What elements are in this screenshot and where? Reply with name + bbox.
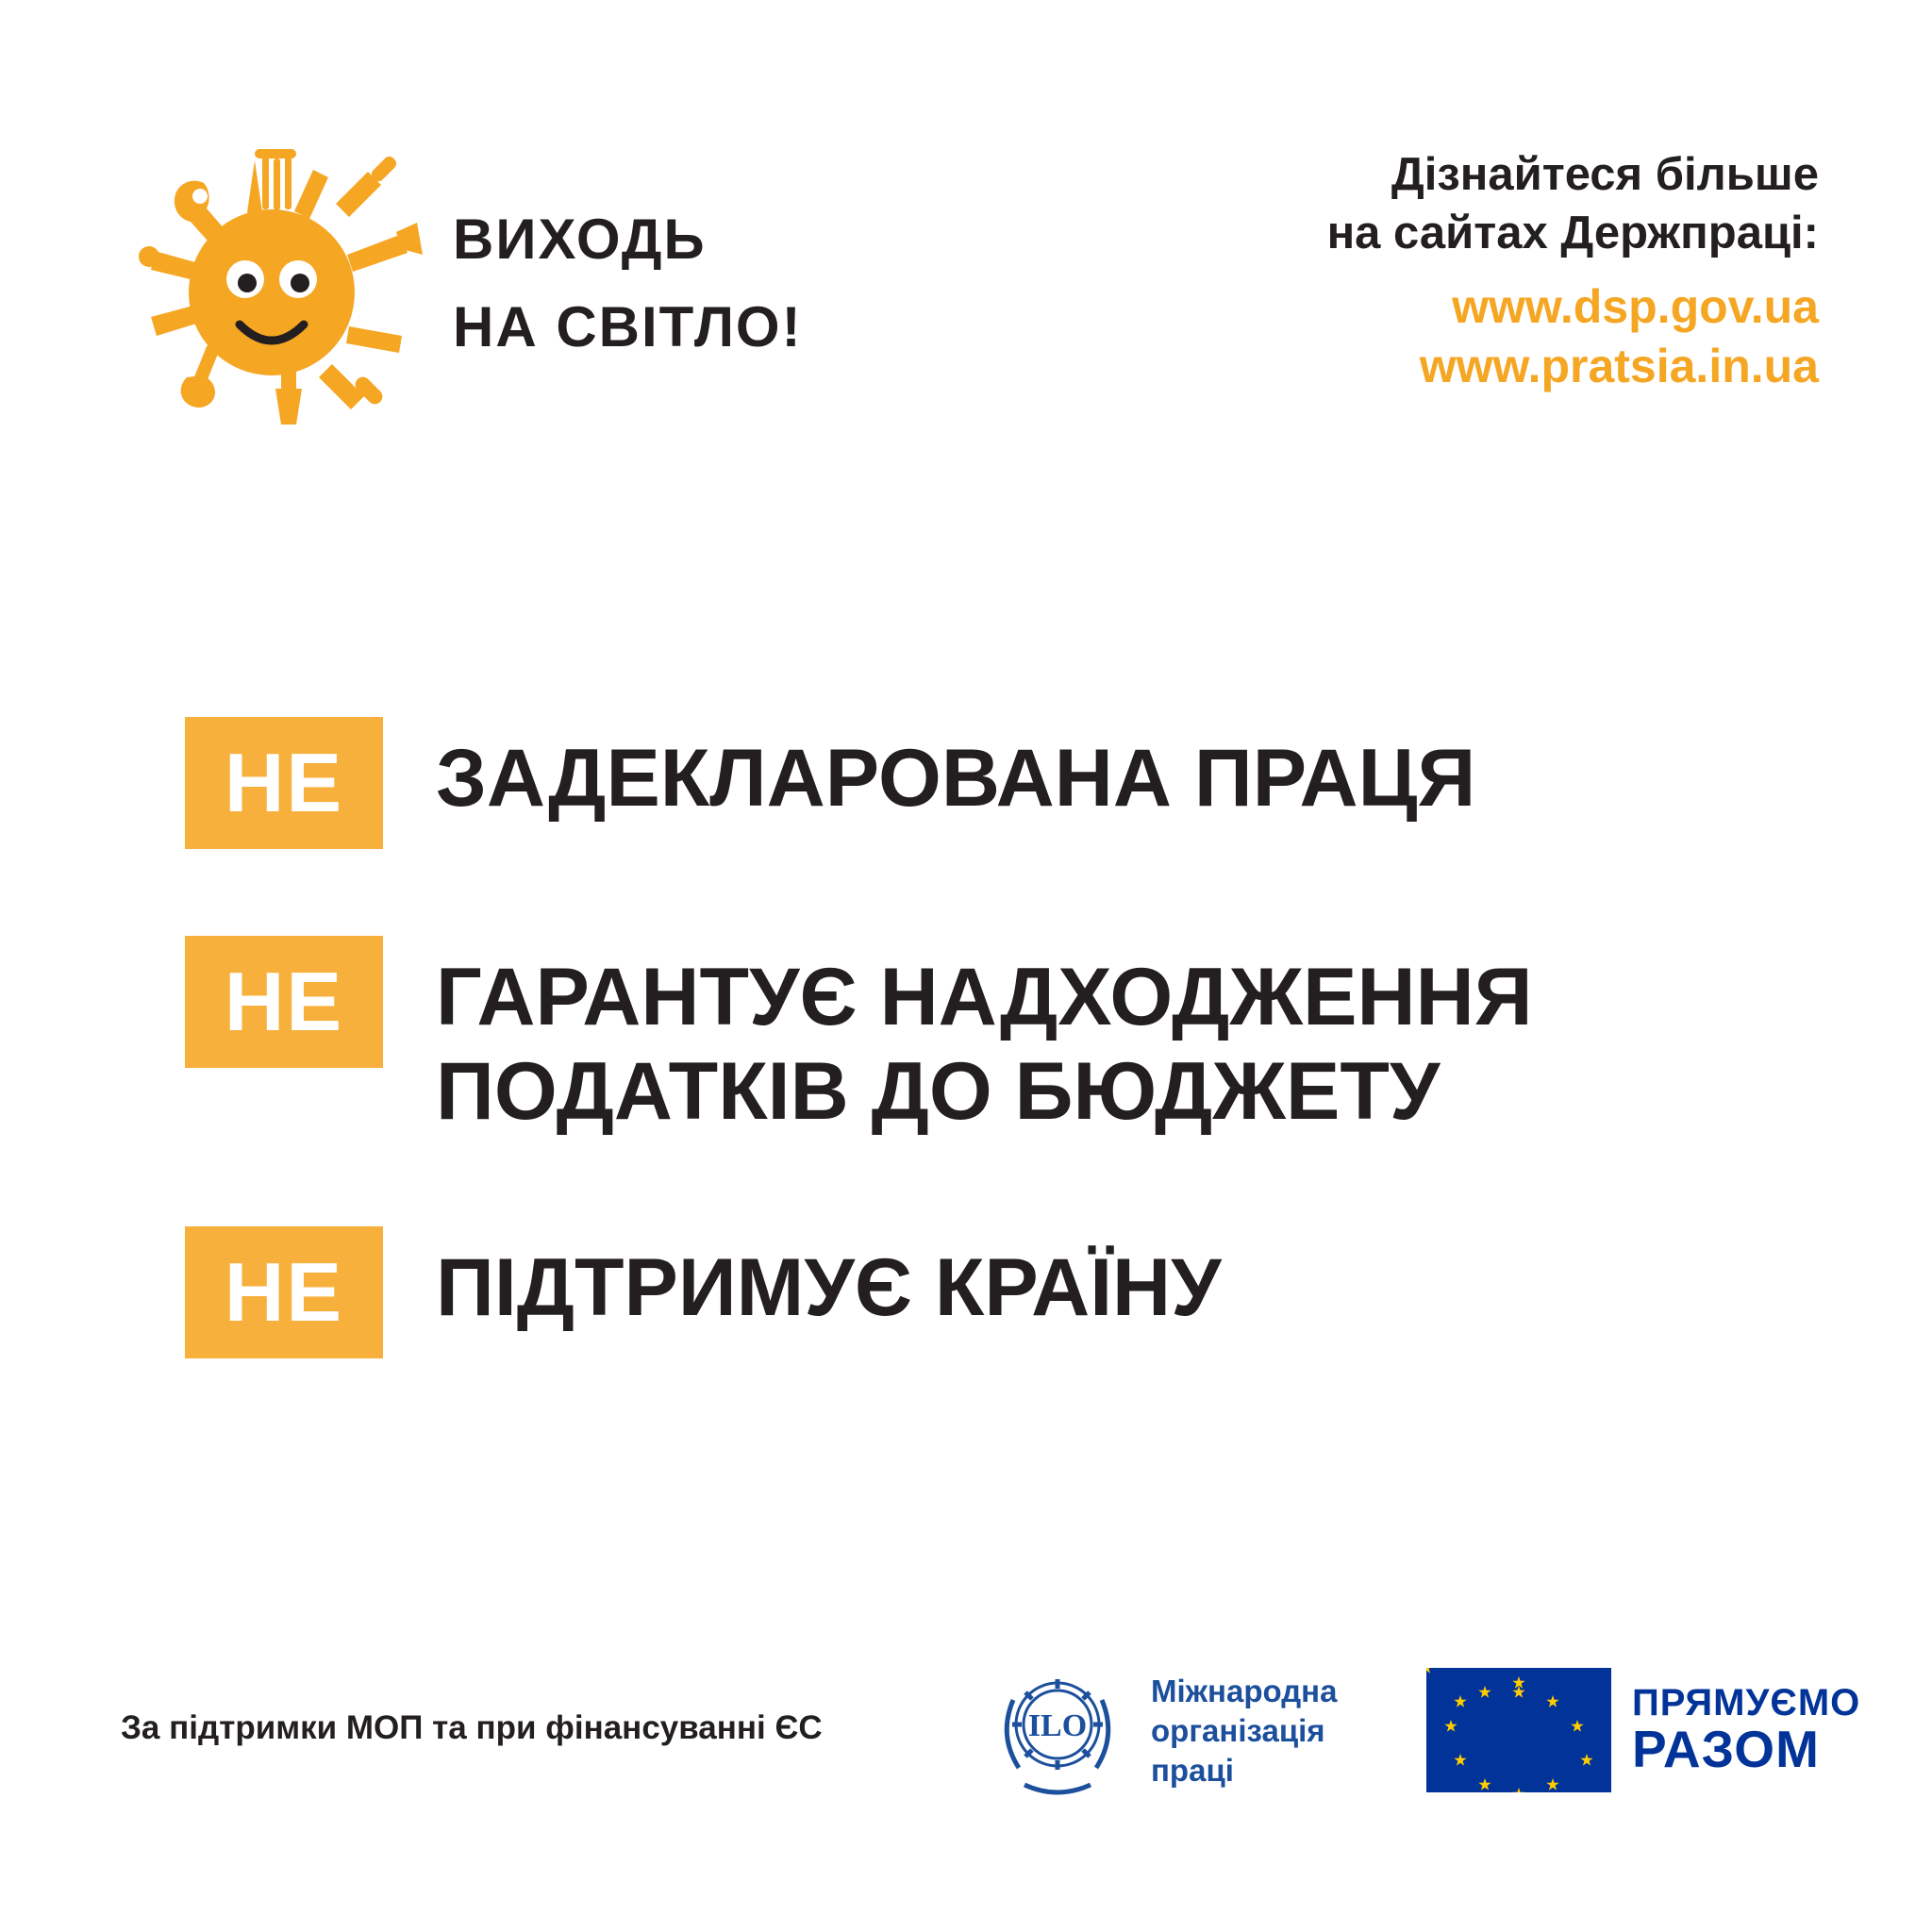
list-item-line: ГАРАНТУЄ НАДХОДЖЕННЯ: [436, 952, 1533, 1042]
footer: [0, 1641, 1932, 1821]
ne-badge: НЕ: [185, 936, 383, 1068]
svg-text:ILO: ILO: [1027, 1708, 1088, 1743]
brand-slogan: [453, 195, 803, 371]
brand-slogan-line1: ВИХОДЬ: [453, 208, 707, 271]
link-dsp-gov-ua[interactable]: www.dsp.gov.ua: [1452, 280, 1819, 334]
eu-slogan-line2: РАЗОМ: [1632, 1720, 1820, 1779]
list-item: [185, 717, 1826, 849]
ilo-emblem-icon: [981, 1655, 1134, 1807]
ne-badge: НЕ: [185, 1226, 383, 1358]
list-item-text: [436, 1226, 1222, 1336]
info-line-2: на сайтах Держпраці:: [1326, 208, 1819, 259]
eu-slogan: [1632, 1683, 1860, 1777]
info-line-1: Дізнайтеся більше: [1391, 149, 1819, 200]
list-item-line: ПОДАТКІВ ДО БЮДЖЕТУ: [436, 1045, 1441, 1137]
list-item-line: ПІДТРИМУЄ КРАЇНУ: [436, 1241, 1222, 1333]
header: [0, 132, 1932, 443]
eu-flag-icon: [1426, 1668, 1611, 1792]
ilo-name-line2: організація: [1151, 1712, 1325, 1748]
info-block: [1327, 145, 1819, 396]
eu-lockup: [1426, 1668, 1860, 1792]
list-item-text: [436, 717, 1475, 826]
link-pratsia-in-ua[interactable]: www.pratsia.in.ua: [1419, 340, 1819, 393]
eu-slogan-line1: ПРЯМУЄМО: [1632, 1682, 1861, 1724]
ilo-lockup: [981, 1655, 1337, 1807]
ilo-name-line1: Міжнародна: [1151, 1673, 1338, 1708]
list-item-text: [436, 936, 1533, 1140]
list-item: [185, 936, 1826, 1140]
brand-slogan-line2: НА СВІТЛО!: [453, 295, 803, 358]
ilo-name: [1151, 1672, 1337, 1791]
info-urls: [1327, 277, 1819, 396]
list-item-line: ЗАДЕКЛАРОВАНА ПРАЦЯ: [436, 733, 1476, 824]
brand-lockup: [113, 142, 803, 425]
sun-character-with-tools-icon: [113, 142, 425, 425]
statement-list: [185, 717, 1826, 1358]
support-note: За підтримки МОП та при фінансуванні ЄС: [121, 1709, 823, 1746]
ne-badge: НЕ: [185, 717, 383, 849]
ilo-name-line3: праці: [1151, 1753, 1234, 1789]
list-item: [185, 1226, 1826, 1358]
